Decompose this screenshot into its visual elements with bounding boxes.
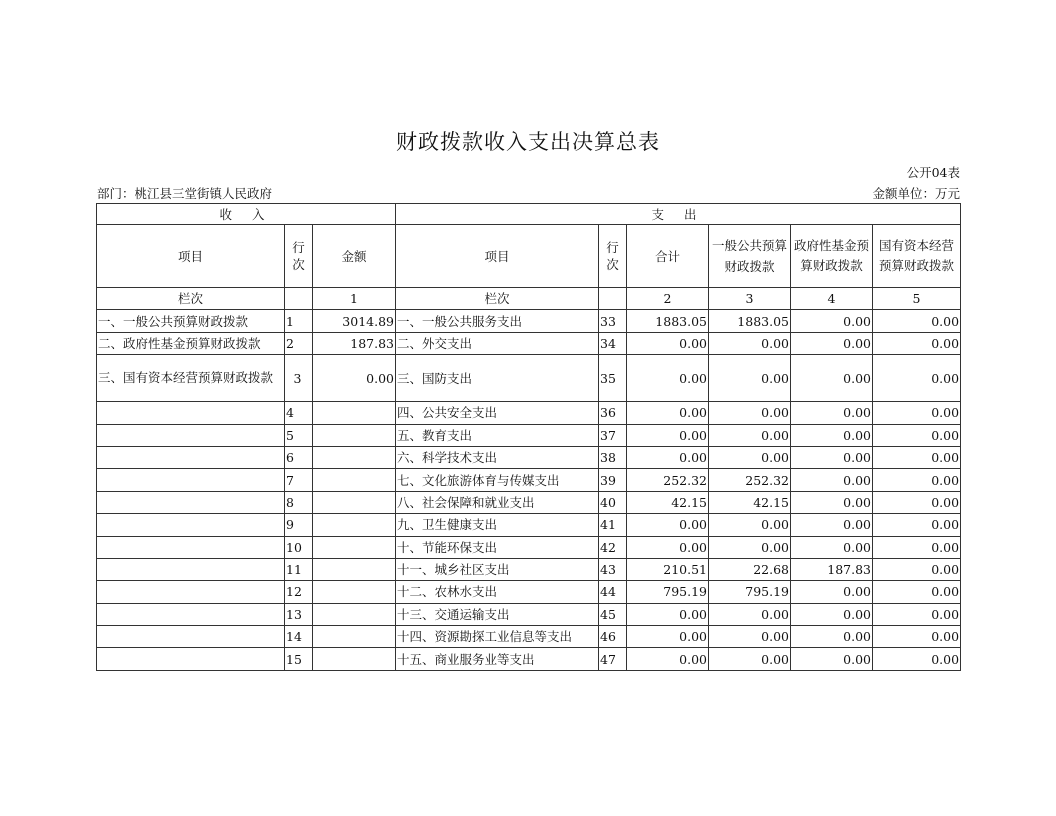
total-cell: 1883.05 <box>627 310 709 332</box>
department-label: 部门：桃江县三堂街镇人民政府 <box>97 186 273 201</box>
expense-line-cell: 39 <box>599 469 627 491</box>
income-amount-cell <box>313 536 396 558</box>
total-cell: 0.00 <box>627 446 709 468</box>
general-budget-cell: 0.00 <box>709 536 791 558</box>
income-line-cell: 11 <box>285 558 313 580</box>
income-line-cell: 8 <box>285 491 313 513</box>
income-item-cell: 三、国有资本经营预算财政拨款 <box>97 355 285 402</box>
table-row <box>97 626 961 648</box>
state-capital-cell: 0.00 <box>873 536 961 558</box>
total-cell: 0.00 <box>627 424 709 446</box>
state-capital-cell: 0.00 <box>873 558 961 580</box>
income-item-cell <box>97 402 285 424</box>
income-amount-cell <box>313 648 396 670</box>
general-budget-cell: 0.00 <box>709 332 791 354</box>
table-row <box>97 310 961 332</box>
income-item-cell <box>97 446 285 468</box>
header-item: 项目 <box>97 225 285 288</box>
income-amount-cell <box>313 558 396 580</box>
total-cell: 0.00 <box>627 355 709 402</box>
gov-fund-cell: 0.00 <box>791 355 873 402</box>
column-number-blank-expense <box>599 288 627 310</box>
gov-fund-cell: 0.00 <box>791 626 873 648</box>
state-capital-cell: 0.00 <box>873 446 961 468</box>
table-row <box>97 355 961 402</box>
expense-line-cell: 38 <box>599 446 627 468</box>
income-item-cell: 一、一般公共预算财政拨款 <box>97 310 285 332</box>
table-row <box>97 424 961 446</box>
state-capital-cell: 0.00 <box>873 491 961 513</box>
expense-line-cell: 33 <box>599 310 627 332</box>
expense-item-cell: 五、教育支出 <box>396 424 599 446</box>
column-number-5: 5 <box>873 288 961 310</box>
expense-item-cell: 十、节能环保支出 <box>396 536 599 558</box>
income-line-cell: 13 <box>285 603 313 625</box>
gov-fund-cell: 0.00 <box>791 514 873 536</box>
income-line-cell: 3 <box>285 355 313 402</box>
header-gov-fund: 政府性基金预算财政拨款 <box>791 225 873 288</box>
income-amount-cell <box>313 446 396 468</box>
income-line-cell: 6 <box>285 446 313 468</box>
total-cell: 795.19 <box>627 581 709 603</box>
income-line-cell: 15 <box>285 648 313 670</box>
income-amount-cell <box>313 424 396 446</box>
state-capital-cell: 0.00 <box>873 355 961 402</box>
expense-item-cell: 十二、农林水支出 <box>396 581 599 603</box>
general-budget-cell: 0.00 <box>709 355 791 402</box>
gov-fund-cell: 0.00 <box>791 402 873 424</box>
header-line-no: 行次 <box>285 225 313 288</box>
total-cell: 0.00 <box>627 332 709 354</box>
expense-item-cell: 四、公共安全支出 <box>396 402 599 424</box>
general-budget-cell: 0.00 <box>709 514 791 536</box>
expense-line-cell: 44 <box>599 581 627 603</box>
gov-fund-cell: 0.00 <box>791 648 873 670</box>
state-capital-cell: 0.00 <box>873 424 961 446</box>
income-amount-cell <box>313 626 396 648</box>
state-capital-cell: 0.00 <box>873 310 961 332</box>
income-line-cell: 5 <box>285 424 313 446</box>
gov-fund-cell: 0.00 <box>791 332 873 354</box>
table-code: 公开04表 <box>906 165 960 180</box>
total-cell: 252.32 <box>627 469 709 491</box>
header-general-budget: 一般公共预算财政拨款 <box>709 225 791 288</box>
gov-fund-cell: 0.00 <box>791 536 873 558</box>
expense-line-cell: 40 <box>599 491 627 513</box>
state-capital-cell: 0.00 <box>873 626 961 648</box>
column-number-blank <box>285 288 313 310</box>
header-total: 合计 <box>627 225 709 288</box>
state-capital-cell: 0.00 <box>873 469 961 491</box>
total-cell: 210.51 <box>627 558 709 580</box>
income-item-cell <box>97 424 285 446</box>
expense-item-cell: 八、社会保障和就业支出 <box>396 491 599 513</box>
column-header-row <box>97 225 961 288</box>
total-cell: 0.00 <box>627 402 709 424</box>
general-budget-cell: 0.00 <box>709 402 791 424</box>
expense-line-cell: 45 <box>599 603 627 625</box>
general-budget-cell: 252.32 <box>709 469 791 491</box>
expense-item-cell: 十三、交通运输支出 <box>396 603 599 625</box>
expense-item-cell: 七、文化旅游体育与传媒支出 <box>396 469 599 491</box>
column-number-3: 3 <box>709 288 791 310</box>
table-row <box>97 558 961 580</box>
state-capital-cell: 0.00 <box>873 581 961 603</box>
expense-line-cell: 41 <box>599 514 627 536</box>
fiscal-appropriation-table <box>96 203 961 671</box>
income-amount-cell: 187.83 <box>313 332 396 354</box>
total-cell: 0.00 <box>627 626 709 648</box>
gov-fund-cell: 0.00 <box>791 446 873 468</box>
header-state-capital: 国有资本经营预算财政拨款 <box>873 225 961 288</box>
table-row <box>97 536 961 558</box>
general-budget-cell: 0.00 <box>709 424 791 446</box>
income-item-cell <box>97 558 285 580</box>
gov-fund-cell: 187.83 <box>791 558 873 580</box>
income-line-cell: 9 <box>285 514 313 536</box>
expense-item-cell: 一、一般公共服务支出 <box>396 310 599 332</box>
gov-fund-cell: 0.00 <box>791 424 873 446</box>
expense-item-cell: 二、外交支出 <box>396 332 599 354</box>
header-line-no-expense: 行次 <box>599 225 627 288</box>
income-item-cell <box>97 648 285 670</box>
income-amount-cell <box>313 469 396 491</box>
state-capital-cell: 0.00 <box>873 402 961 424</box>
income-item-cell <box>97 469 285 491</box>
column-number-2: 2 <box>627 288 709 310</box>
income-amount-cell: 3014.89 <box>313 310 396 332</box>
income-item-cell <box>97 626 285 648</box>
income-line-cell: 2 <box>285 332 313 354</box>
general-budget-cell: 42.15 <box>709 491 791 513</box>
gov-fund-cell: 0.00 <box>791 310 873 332</box>
expense-line-cell: 36 <box>599 402 627 424</box>
income-item-cell <box>97 603 285 625</box>
income-item-cell <box>97 581 285 603</box>
section-header-row <box>97 204 961 225</box>
total-cell: 0.00 <box>627 603 709 625</box>
total-cell: 0.00 <box>627 648 709 670</box>
general-budget-cell: 22.68 <box>709 558 791 580</box>
table-row <box>97 514 961 536</box>
expense-line-cell: 42 <box>599 536 627 558</box>
expense-line-cell: 35 <box>599 355 627 402</box>
state-capital-cell: 0.00 <box>873 332 961 354</box>
header-item-expense: 项目 <box>396 225 599 288</box>
amount-unit-label: 金额单位：万元 <box>872 186 960 201</box>
column-number-label: 栏次 <box>97 288 285 310</box>
expense-item-cell: 十一、城乡社区支出 <box>396 558 599 580</box>
table-row <box>97 446 961 468</box>
income-amount-cell <box>313 402 396 424</box>
income-line-cell: 10 <box>285 536 313 558</box>
income-section-header: 收 入 <box>97 204 396 225</box>
income-item-cell <box>97 491 285 513</box>
column-number-4: 4 <box>791 288 873 310</box>
income-line-cell: 1 <box>285 310 313 332</box>
gov-fund-cell: 0.00 <box>791 581 873 603</box>
income-amount-cell <box>313 603 396 625</box>
expense-line-cell: 37 <box>599 424 627 446</box>
general-budget-cell: 0.00 <box>709 603 791 625</box>
general-budget-cell: 795.19 <box>709 581 791 603</box>
gov-fund-cell: 0.00 <box>791 603 873 625</box>
income-amount-cell <box>313 514 396 536</box>
expense-line-cell: 43 <box>599 558 627 580</box>
income-line-cell: 14 <box>285 626 313 648</box>
expense-line-cell: 46 <box>599 626 627 648</box>
income-line-cell: 7 <box>285 469 313 491</box>
income-amount-cell: 0.00 <box>313 355 396 402</box>
gov-fund-cell: 0.00 <box>791 491 873 513</box>
general-budget-cell: 0.00 <box>709 648 791 670</box>
table-row <box>97 581 961 603</box>
income-amount-cell <box>313 581 396 603</box>
table-row <box>97 491 961 513</box>
expense-section-header: 支 出 <box>396 204 961 225</box>
expense-line-cell: 34 <box>599 332 627 354</box>
state-capital-cell: 0.00 <box>873 603 961 625</box>
income-item-cell <box>97 536 285 558</box>
column-number-row <box>97 288 961 310</box>
state-capital-cell: 0.00 <box>873 648 961 670</box>
income-line-cell: 4 <box>285 402 313 424</box>
general-budget-cell: 1883.05 <box>709 310 791 332</box>
table-row <box>97 648 961 670</box>
table-row <box>97 402 961 424</box>
table-row <box>97 332 961 354</box>
table-row <box>97 469 961 491</box>
page-title: 财政拨款收入支出决算总表 <box>396 130 660 154</box>
total-cell: 0.00 <box>627 536 709 558</box>
total-cell: 42.15 <box>627 491 709 513</box>
expense-item-cell: 六、科学技术支出 <box>396 446 599 468</box>
header-amount: 金额 <box>313 225 396 288</box>
income-item-cell: 二、政府性基金预算财政拨款 <box>97 332 285 354</box>
general-budget-cell: 0.00 <box>709 446 791 468</box>
column-number-1: 1 <box>313 288 396 310</box>
general-budget-cell: 0.00 <box>709 626 791 648</box>
income-line-cell: 12 <box>285 581 313 603</box>
total-cell: 0.00 <box>627 514 709 536</box>
expense-item-cell: 十四、资源勘探工业信息等支出 <box>396 626 599 648</box>
income-amount-cell <box>313 491 396 513</box>
column-number-label-expense: 栏次 <box>396 288 599 310</box>
gov-fund-cell: 0.00 <box>791 469 873 491</box>
state-capital-cell: 0.00 <box>873 514 961 536</box>
expense-line-cell: 47 <box>599 648 627 670</box>
expense-item-cell: 三、国防支出 <box>396 355 599 402</box>
table-row <box>97 603 961 625</box>
expense-item-cell: 九、卫生健康支出 <box>396 514 599 536</box>
expense-item-cell: 十五、商业服务业等支出 <box>396 648 599 670</box>
income-item-cell <box>97 514 285 536</box>
